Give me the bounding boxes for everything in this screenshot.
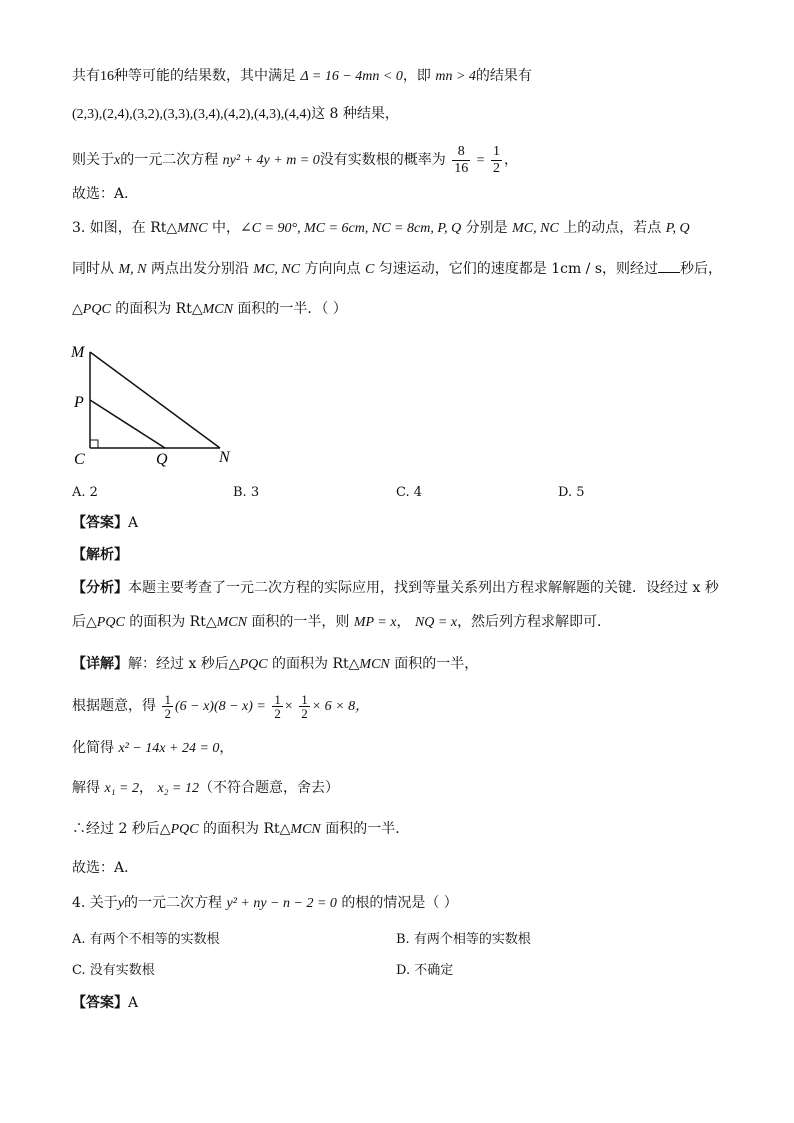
- fraction: [452, 144, 470, 177]
- text: 没有实数根的概率为: [319, 152, 446, 168]
- text: ，即: [402, 68, 431, 84]
- text: 解得: [72, 780, 105, 796]
- text: 面积的一半．: [320, 821, 410, 837]
- text-line: [72, 104, 399, 125]
- text: 的结果有: [475, 68, 532, 84]
- option-c: C. 没有实数根: [72, 963, 155, 978]
- equation: ∠C = 90°, MC = 6cm, NC = 8cm, P, Q: [240, 221, 462, 236]
- detail-line-6: [72, 858, 138, 878]
- text: 化简得: [72, 740, 119, 756]
- text: 的根的情况是（ ）: [336, 895, 458, 911]
- variable: PQC: [82, 302, 111, 317]
- label-n: N: [219, 449, 230, 466]
- equation: MP = x: [353, 615, 397, 630]
- text: 种等可能的结果数，其中满足: [114, 68, 296, 84]
- answer-tag: 【答案】: [72, 995, 128, 1011]
- text: 共有: [72, 68, 100, 84]
- text: ，: [396, 614, 411, 630]
- denominator: 2: [164, 705, 171, 721]
- text: 匀速运动，它们的速度都是 1cm / s，则经过: [374, 261, 659, 277]
- text: 的一元二次方程: [120, 152, 219, 168]
- text: 的面积为 Rt△: [110, 301, 203, 317]
- analysis-heading: [72, 545, 128, 565]
- variable: M, N: [118, 262, 147, 277]
- fraction: [272, 693, 283, 720]
- equation: NQ = x: [414, 615, 458, 630]
- numerator: 1: [164, 691, 171, 707]
- fraction: [491, 144, 502, 177]
- denominator: 2: [274, 705, 281, 721]
- numerator: 1: [493, 143, 501, 159]
- text: △: [72, 301, 83, 317]
- denominator: 2: [493, 160, 501, 176]
- variable: y: [117, 896, 125, 911]
- text-line: [72, 142, 518, 179]
- equation: × 6 × 8，: [311, 699, 370, 714]
- text-line: [72, 184, 138, 204]
- option-d: D. 5: [558, 485, 585, 500]
- question-4-line: [72, 893, 458, 914]
- fraction: [299, 693, 310, 720]
- equation: y² + ny − n − 2 = 0: [226, 896, 337, 911]
- option-c: C. 4: [396, 485, 423, 500]
- option-a: A. 有两个不相等的实数根: [72, 932, 220, 947]
- fenxi-tag: 【分析】: [72, 580, 128, 596]
- label-q: Q: [156, 451, 168, 468]
- equals-sign: =: [476, 153, 485, 168]
- answer-line: 故选：A．: [72, 186, 139, 202]
- label-c: C: [74, 451, 85, 468]
- answer-row: [72, 993, 138, 1013]
- variable: MNC: [177, 221, 208, 236]
- text: 的一元二次方程: [124, 895, 227, 911]
- text: ，: [504, 152, 519, 168]
- segment-pq: [90, 400, 165, 448]
- equation: mn > 4: [435, 69, 476, 84]
- question-3-line-3: [72, 299, 347, 320]
- label-m: M: [71, 344, 85, 361]
- variable: MCN: [202, 302, 233, 317]
- triangle-figure: [68, 340, 248, 470]
- analysis-tag: 【解析】: [72, 547, 128, 563]
- text: ∴经过 2 秒后△: [72, 821, 171, 837]
- text: 的面积为 Rt△: [267, 656, 360, 672]
- segment-mn: [90, 352, 220, 448]
- option-b: B. 3: [233, 485, 260, 500]
- text: 两点出发分别沿: [146, 261, 254, 277]
- number: 16: [100, 69, 114, 84]
- option-a: A. 2: [72, 485, 98, 500]
- text: 本题主要考查了一元二次方程的实际应用，找到等量关系列出方程求解解题的关键．设经过 x 秒: [128, 580, 719, 596]
- answer-tag: 【答案】: [72, 515, 128, 531]
- text: 同时从: [72, 261, 119, 277]
- text: 的面积为 Rt△: [124, 614, 217, 630]
- variable: MCN: [290, 822, 321, 837]
- text: 这 8 种结果，: [311, 106, 399, 122]
- fenxi-line-2: [72, 612, 611, 633]
- text: 则关于: [72, 152, 114, 168]
- numerator: 1: [274, 691, 281, 707]
- variable: P, Q: [665, 221, 690, 236]
- right-angle-mark: [90, 440, 98, 448]
- question-3-line-1: [72, 218, 690, 239]
- text: 3. 如图，在 Rt△: [72, 220, 178, 236]
- detail-tag: 【详解】: [72, 656, 128, 672]
- label-p: P: [74, 394, 84, 411]
- text: ，: [219, 740, 234, 756]
- detail-line-5: [72, 819, 409, 840]
- text: （不符合题意，舍去）: [198, 780, 339, 796]
- text: 的面积为 Rt△: [198, 821, 291, 837]
- variable: PQC: [239, 657, 268, 672]
- text: 中，: [207, 220, 240, 236]
- equation: x² − 14x + 24 = 0: [118, 741, 220, 756]
- option-d: D. 不确定: [396, 963, 454, 978]
- pairs-list: (2,3),(2,4),(3,2),(3,3),(3,4),(4,2),(4,3),(4,4): [72, 107, 312, 122]
- text: 上的动点，若点: [558, 220, 666, 236]
- answer-row: [72, 513, 138, 533]
- text: 面积的一半，则: [246, 614, 354, 630]
- variable: x: [114, 153, 121, 168]
- text: 根据题意，得: [72, 698, 156, 714]
- text: 后△: [72, 614, 97, 630]
- answer-line: 故选：A．: [72, 860, 139, 876]
- variable: C: [364, 262, 375, 277]
- text: 秒后，: [680, 261, 723, 277]
- numerator: 1: [301, 691, 308, 707]
- question-3-line-2: [72, 258, 722, 280]
- variable: MCN: [216, 615, 247, 630]
- option-b: B. 有两个相等的实数根: [396, 932, 531, 947]
- numerator: 8: [452, 144, 470, 161]
- text: 面积的一半．（ ）: [232, 301, 347, 317]
- equation: x₂ = 12: [157, 781, 199, 796]
- answer-blank: [658, 258, 680, 273]
- detail-line-2: 根据题意，得 $\frac{1}{2}$ (6 − x)(8 − x) = $\frac{1}{2}$ × $\frac{1}{2}$ × 6 × 8，: [72, 691, 370, 721]
- text: 分别是: [461, 220, 513, 236]
- equation: (6 − x)(8 − x) =: [174, 699, 266, 714]
- text-line: [72, 66, 532, 87]
- variable: PQC: [96, 615, 125, 630]
- equation: x₁ = 2: [104, 781, 139, 796]
- equation: ny² + 4y + m = 0: [222, 153, 320, 168]
- denominator: 16: [454, 160, 469, 176]
- fraction: [162, 693, 173, 720]
- variable: MC, NC: [253, 262, 301, 277]
- variable: MCN: [359, 657, 390, 672]
- variable: PQC: [170, 822, 199, 837]
- answer-value: A: [128, 515, 139, 531]
- text: 面积的一半，: [389, 656, 479, 672]
- text: 解：经过 x 秒后△: [128, 656, 240, 672]
- text: 4. 关于: [72, 895, 118, 911]
- answer-value: A: [128, 995, 139, 1011]
- detail-line-3: [72, 738, 233, 759]
- equation: Δ = 16 − 4mn < 0: [300, 69, 403, 84]
- fenxi-line-1: [72, 578, 719, 598]
- text: 方向向点: [300, 261, 365, 277]
- denominator: 2: [301, 705, 308, 721]
- variable: MC, NC: [512, 221, 559, 236]
- text: ，: [138, 780, 153, 796]
- text: ，然后列方程求解即可．: [457, 614, 612, 630]
- detail-line-1: [72, 654, 478, 675]
- detail-line-4: [72, 778, 339, 799]
